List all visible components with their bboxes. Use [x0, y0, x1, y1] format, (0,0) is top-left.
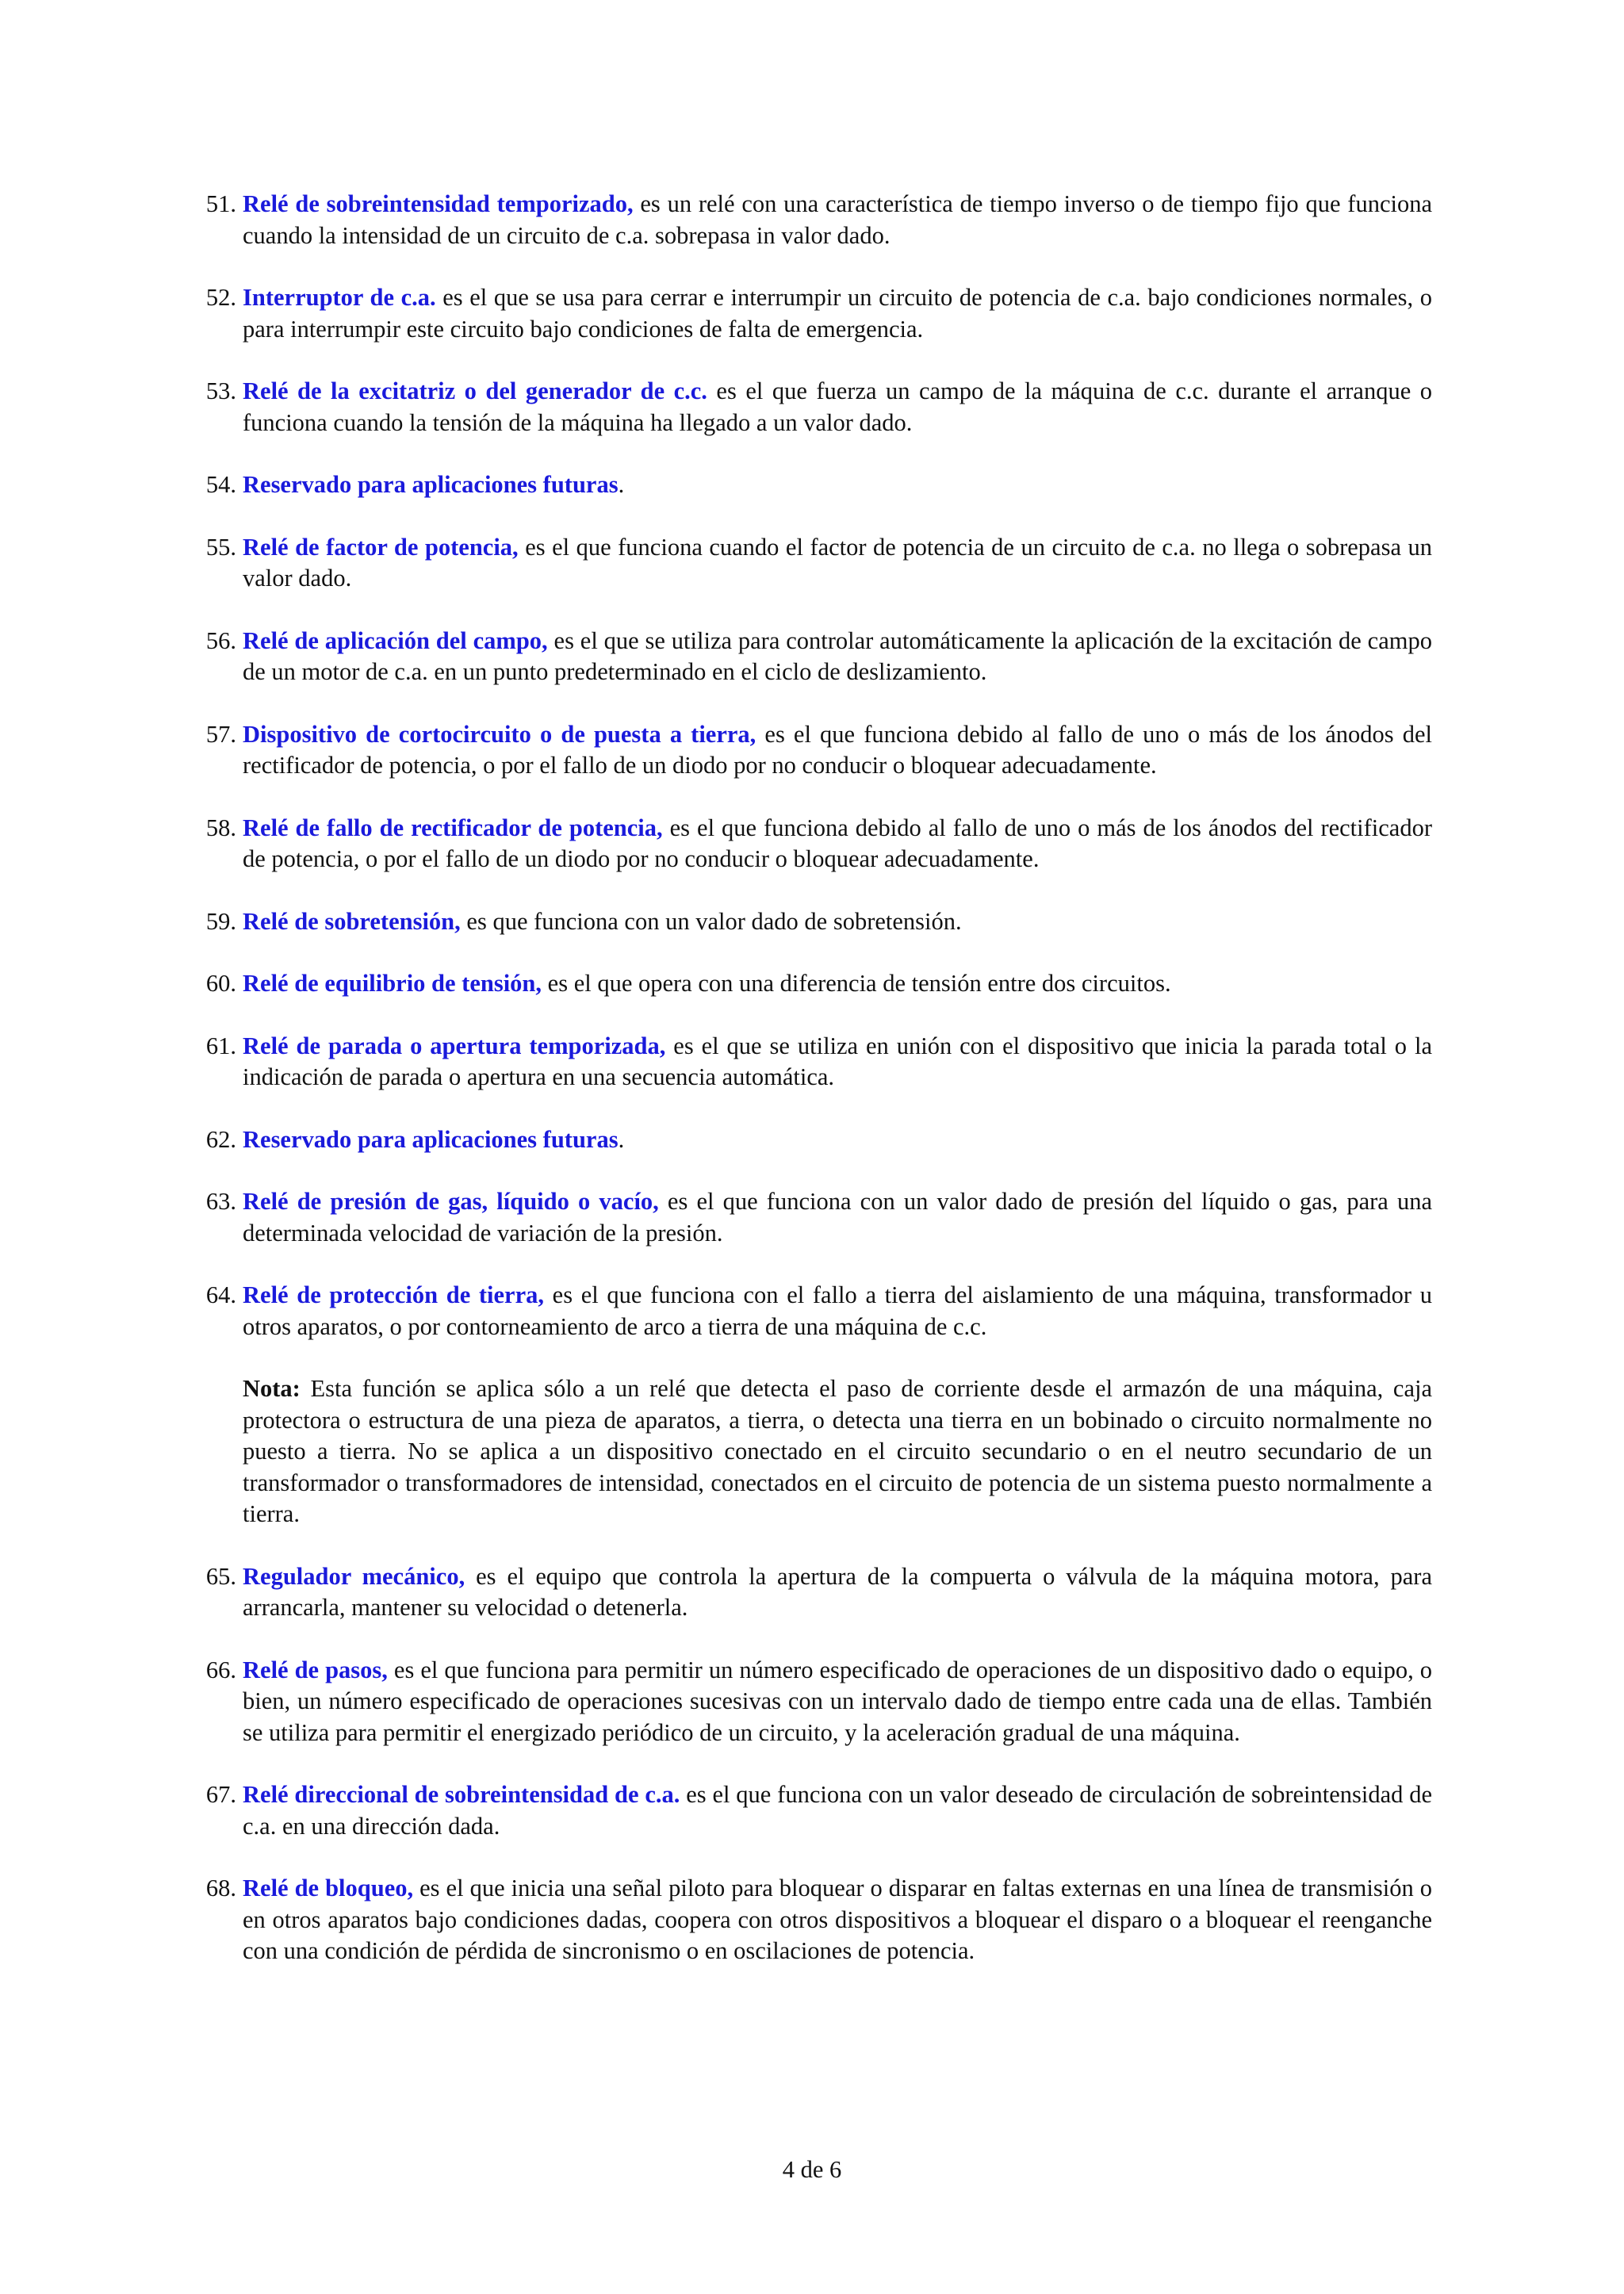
item-number: 67. [205, 1781, 236, 1808]
item-text: es el que funciona con un valor deseado de circulación de sobreintensidad de c.a. en una dirección dada. [243, 1781, 1432, 1840]
item-term: Relé de parada o apertura temporizada, [243, 1032, 666, 1059]
list-item-56 [195, 626, 1432, 688]
list-item-59 [195, 906, 1432, 938]
item-number: 56. [205, 626, 236, 654]
list-item-63 [195, 1186, 1432, 1249]
item-term: Relé de bloqueo, [243, 1875, 414, 1901]
note-paragraph [195, 1373, 1432, 1530]
item-term: Relé de sobretensión, [243, 907, 461, 935]
item-number: 53. [205, 377, 236, 404]
item-term: Reservado para aplicaciones futuras [243, 471, 619, 498]
item-term: Relé de protección de tierra, [243, 1281, 545, 1308]
device-function-list [195, 189, 1432, 1998]
item-term: Relé de la excitatriz o del generador de c.c. [243, 377, 707, 404]
item-text: es que funciona con un valor dado de sobretensión. [460, 907, 962, 935]
item-term: Interruptor de c.a. [243, 284, 436, 311]
item-number: 63. [205, 1188, 236, 1215]
item-text: es el equipo que controla la apertura de la compuerta o válvula de la máquina motora, para arrancarla, mantener su velocidad o detenerla. [243, 1562, 1432, 1621]
list-item-62 [195, 1124, 1432, 1156]
list-item-53 [195, 376, 1432, 439]
item-term: Relé de factor de potencia, [243, 533, 519, 561]
item-number: 64. [205, 1281, 236, 1308]
item-text: es el que funciona debido al fallo de uno o más de los ánodos del rectificador de potencia, o por el fallo de un diodo por no conducir o bloquear adecuadamente. [243, 720, 1432, 779]
item-text: es el que opera con una diferencia de tensión entre dos circuitos. [542, 970, 1171, 997]
item-term: Relé de pasos, [243, 1656, 388, 1683]
item-term: Relé de sobreintensidad temporizado, [243, 190, 634, 217]
item-number: 52. [205, 284, 236, 311]
note-label: Nota: [243, 1375, 301, 1402]
list-item-51 [195, 189, 1432, 251]
item-number: 60. [205, 970, 236, 997]
item-text: es el que funciona debido al fallo de uno o más de los ánodos del rectificador de potencia, o por el fallo de un diodo por no conducir o bloquear adecuadamente. [243, 814, 1432, 872]
item-number: 62. [205, 1125, 236, 1153]
item-text: es el que se usa para cerrar e interrumpir un circuito de potencia de c.a. bajo condiciones normales, o para interrumpir este circuito bajo condiciones de falta de emergencia. [243, 284, 1433, 343]
item-number: 51. [205, 190, 236, 217]
item-text: es el que funciona para permitir un número especificado de operaciones de un dispositivo dado o equipo, o bien, un número especificado de operaciones sucesivas con un intervalo dado de tiempo entre cada una de ellas. También se utiliza para permitir el energizado periódico de un circuito, y la aceleración gradual de una máquina. [243, 1656, 1433, 1746]
item-number: 57. [205, 720, 236, 748]
item-text: es el que se utiliza en unión con el dispositivo que inicia la parada total o la indicación de parada o apertura en una secuencia automática. [243, 1032, 1432, 1090]
list-item-65 [195, 1561, 1432, 1624]
list-item-52 [195, 282, 1432, 345]
list-item-55 [195, 532, 1432, 595]
item-term: Dispositivo de cortocircuito o de puesta a tierra, [243, 720, 756, 748]
item-number: 65. [205, 1562, 236, 1590]
item-text: . [618, 1125, 625, 1153]
item-text: es el que funciona cuando el factor de potencia de un circuito de c.a. no llega o sobrepasa un valor dado. [243, 533, 1433, 592]
item-text: es el que se utiliza para controlar automáticamente la aplicación de la excitación de campo de un motor de c.a. en un punto predeterminado en el ciclo de deslizamiento. [243, 626, 1432, 685]
item-term: Relé de presión de gas, líquido o vacío, [243, 1188, 659, 1215]
list-item-57 [195, 719, 1432, 782]
item-number: 54. [205, 471, 236, 498]
item-number: 66. [205, 1656, 236, 1683]
item-text: es un relé con una característica de tiempo inverso o de tiempo fijo que funciona cuando la intensidad de un circuito de c.a. sobrepasa in valor dado. [243, 190, 1432, 249]
list-item-64 [195, 1280, 1432, 1342]
item-text: . [618, 471, 625, 498]
item-term: Relé direccional de sobreintensidad de c.a. [243, 1781, 680, 1808]
list-item-66 [195, 1655, 1432, 1749]
item-number: 61. [205, 1032, 236, 1059]
item-text: es el que inicia una señal piloto para bloquear o disparar en faltas externas en una línea de transmisión o en otros aparatos bajo condiciones dadas, coopera con otros dispositivos a bloquear el disparo o a bloquear el reenganche con una condición de pérdida de sincronismo o en oscilaciones de potencia. [243, 1875, 1432, 1964]
list-item-68 [195, 1873, 1432, 1967]
item-term: Reservado para aplicaciones futuras [243, 1125, 619, 1153]
list-item-61 [195, 1031, 1432, 1093]
item-term: Relé de aplicación del campo, [243, 626, 548, 654]
item-number: 59. [205, 907, 236, 935]
item-term: Relé de equilibrio de tensión, [243, 970, 542, 997]
note-text: Esta función se aplica sólo a un relé que detecta el paso de corriente desde el armazón de una máquina, caja protectora o estructura de una pieza de aparatos, a tierra, o detecta una tierra en un bobinado o circuito normalmente no puesto a tierra. No se aplica a un dispositivo conectado en el circuito secundario o en el neutro secundario de un transformador o transformadores de intensidad, conectados en el circuito de potencia de un sistema puesto normalmente a tierra. [243, 1375, 1432, 1527]
page-number: 4 de 6 [782, 2156, 842, 2183]
item-term: Relé de fallo de rectificador de potencia, [243, 814, 663, 841]
list-item-58 [195, 813, 1432, 875]
item-number: 58. [205, 814, 236, 841]
item-text: es el que funciona con un valor dado de presión del líquido o gas, para una determinada velocidad de variación de la presión. [243, 1188, 1432, 1247]
item-text: es el que fuerza un campo de la máquina de c.c. durante el arranque o funciona cuando la tensión de la máquina ha llegado a un valor dado. [243, 377, 1432, 436]
item-number: 68. [205, 1875, 236, 1901]
item-number: 55. [205, 533, 236, 561]
item-text: es el que funciona con el fallo a tierra del aislamiento de una máquina, transformador u otros aparatos, o por contorneamiento de arco a tierra de una máquina de c.c. [243, 1281, 1432, 1340]
list-item-67 [195, 1779, 1432, 1842]
list-item-60 [195, 968, 1432, 1000]
item-term: Regulador mecánico, [243, 1562, 465, 1590]
list-item-54 [195, 469, 1432, 501]
